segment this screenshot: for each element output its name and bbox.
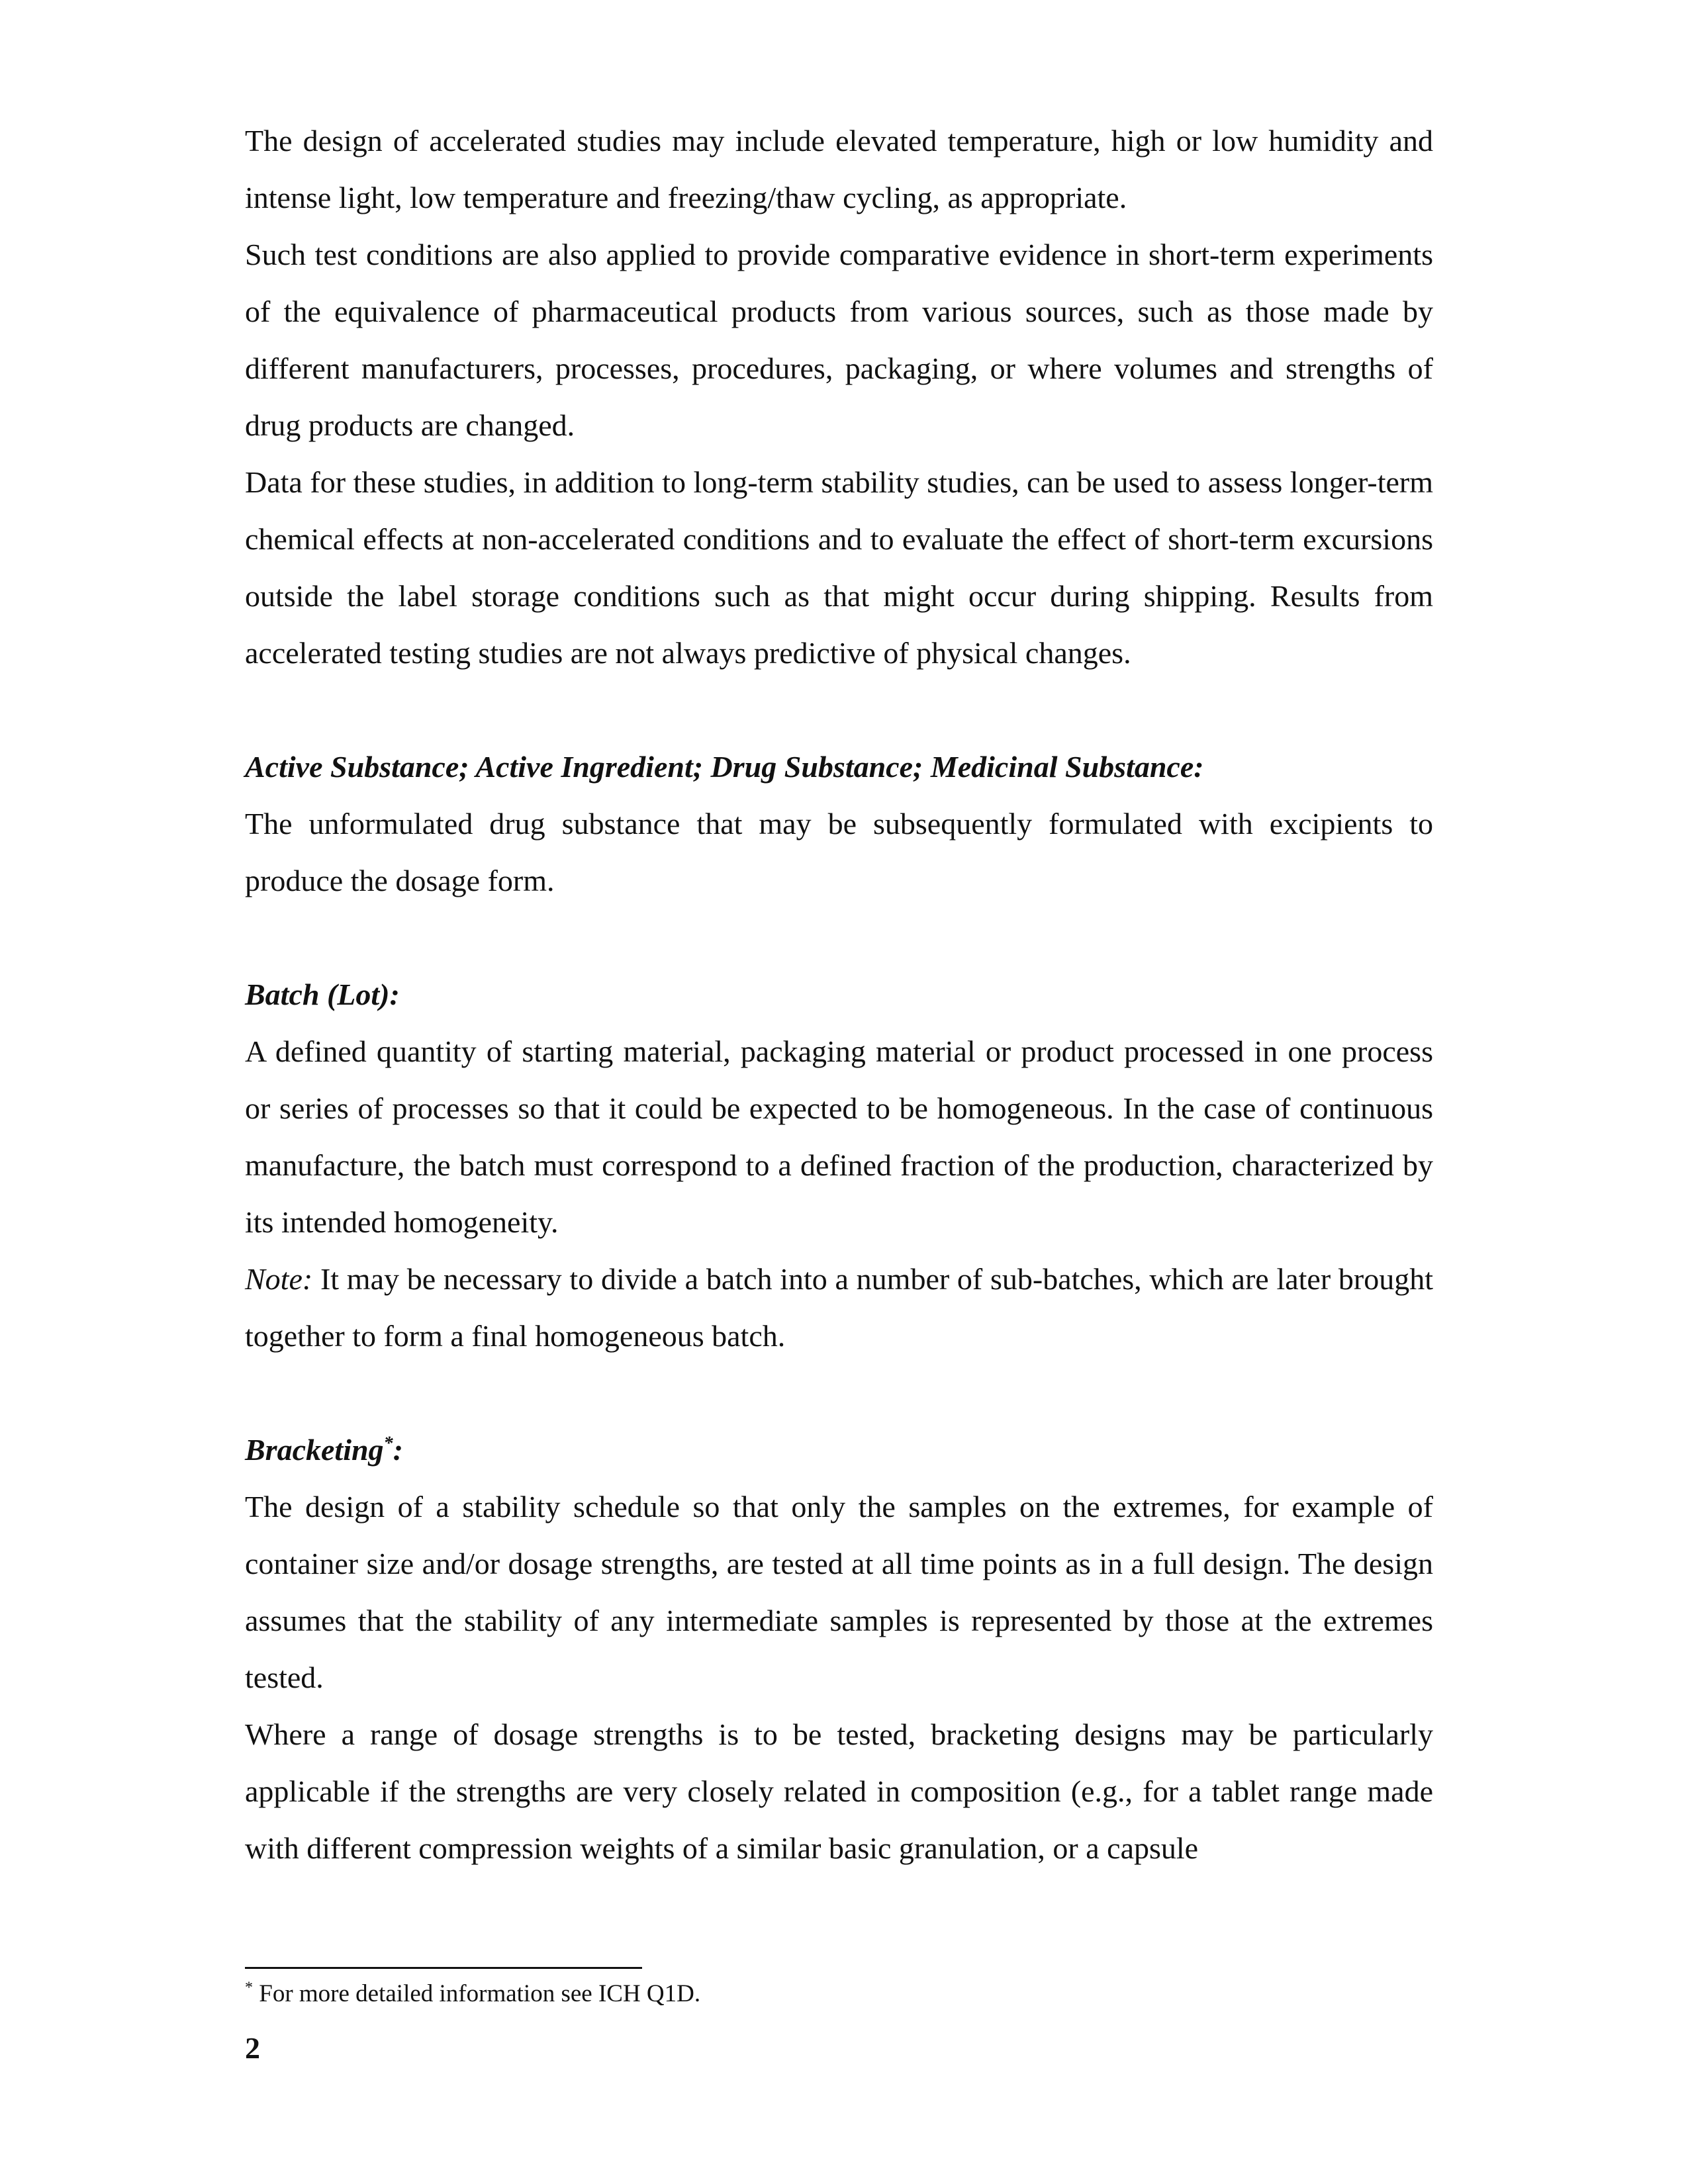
active-substance-definition: The unformulated drug substance that may be subsequently formulated with excipients to produce the dosage form. xyxy=(245,807,1433,897)
footnote-divider xyxy=(245,1967,642,1969)
note-label: Note: xyxy=(245,1262,313,1296)
section-spacer xyxy=(245,909,1433,966)
note-text: It may be necessary to divide a batch into a number of sub-batches, which are later brought together to form a final homogeneous batch. xyxy=(245,1262,1433,1353)
intro-paragraph-1: The design of accelerated studies may include elevated temperature, high or low humidity and intense light, low temperature and freezing/thaw cycling, as appropriate. xyxy=(245,124,1433,214)
footnote-reference-mark: * xyxy=(383,1433,393,1454)
bracketing-definition: The design of a stability schedule so that only the samples on the extremes, for example of container size and/or dosage strengths, are tested at all time points as in a full design. The design assumes that the stability of any intermediate samples is represented by those at the extremes tested. xyxy=(245,1490,1433,1694)
page-number: 2 xyxy=(245,2031,260,2065)
intro-paragraph-2: Such test conditions are also applied to provide comparative evidence in short-term experiments of the equivalence of pharmaceutical products from various sources, such as those made by different manufacturers, processes, procedures, packaging, or where volumes and strengths of drug products are changed. xyxy=(245,238,1433,442)
footnote-mark: * xyxy=(245,1979,253,1997)
intro-paragraph-3: Data for these studies, in addition to long-term stability studies, can be used to assess longer-term chemical effects at non-accelerated conditions and to evaluate the effect of short-term excursions outside the label storage conditions such as that might occur during shipping. Results from accelerated testing studies are not always predictive of physical changes. xyxy=(245,465,1433,670)
footnote xyxy=(245,1978,700,2011)
batch-note xyxy=(245,1251,1433,1365)
bracketing-usage: Where a range of dosage strengths is to be tested, bracketing designs may be particularly applicable if the strengths are very closely related in composition (e.g., for a tablet range made with different compression weights of a similar basic granulation, or a capsule xyxy=(245,1717,1433,1865)
footnote-text: For more detailed information see ICH Q1D. xyxy=(253,1980,701,2007)
active-substance-heading: Active Substance; Active Ingredient; Drug Substance; Medicinal Substance: xyxy=(245,750,1204,784)
batch-heading: Batch (Lot): xyxy=(245,978,400,1011)
bracketing-heading-text: Bracketing xyxy=(245,1433,384,1467)
section-spacer xyxy=(245,682,1433,739)
section-spacer xyxy=(245,1365,1433,1422)
bracketing-heading-colon: : xyxy=(393,1433,403,1467)
document-page xyxy=(245,113,1433,1877)
bracketing-heading xyxy=(245,1422,1433,1479)
batch-definition: A defined quantity of starting material, packaging material or product processed in one process or series of processes so that it could be expected to be homogeneous. In the case of continuous manufacture, the batch must correspond to a defined fraction of the production, characterized by its intended homogeneity. xyxy=(245,1034,1433,1239)
